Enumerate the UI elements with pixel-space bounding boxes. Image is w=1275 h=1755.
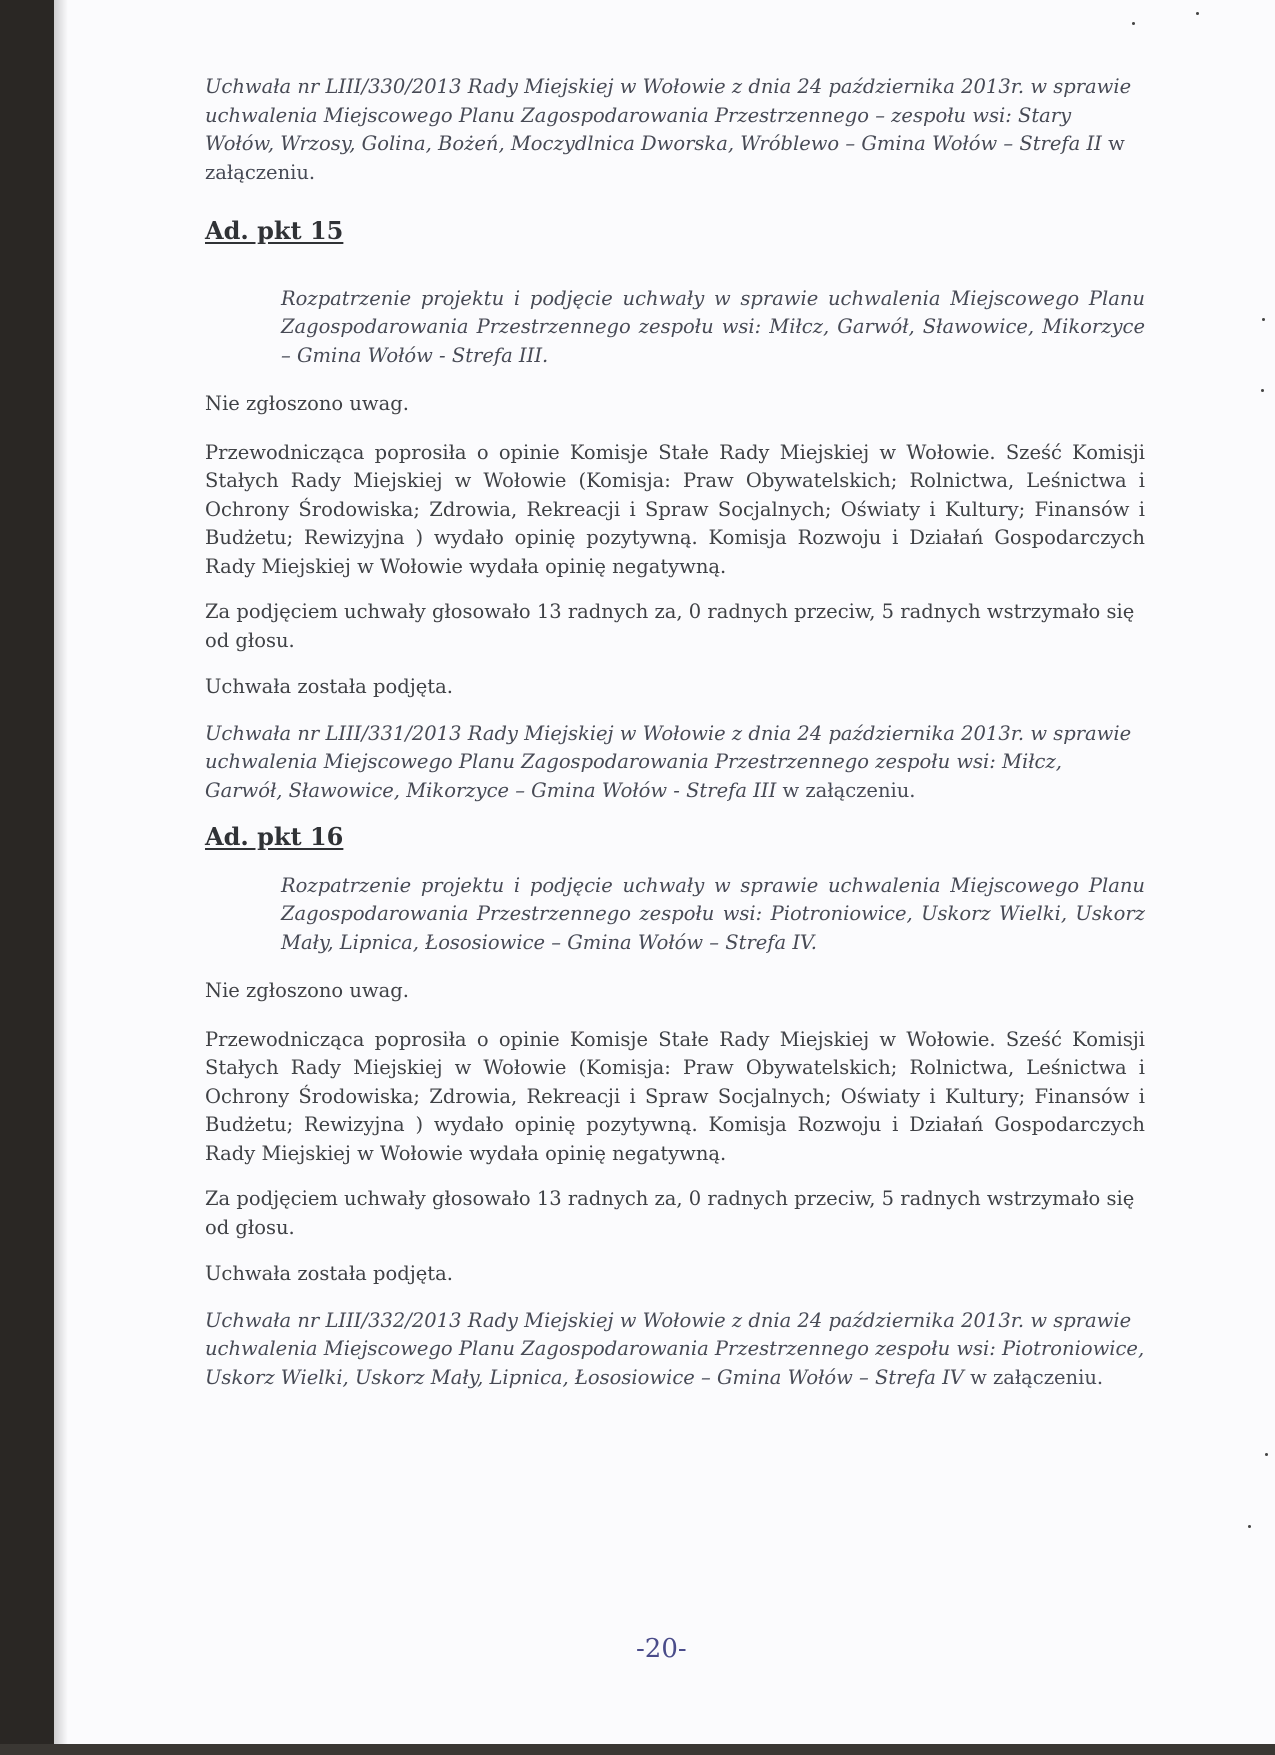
resolution-reference [205, 720, 1145, 806]
scan-speck [1262, 318, 1265, 321]
resolution-reference [205, 73, 1145, 187]
no-remarks: Nie zgłoszono uwag. [205, 979, 409, 1002]
resolution-suffix: w załączeniu. [776, 778, 916, 802]
committee-opinions: Przewodnicząca poprosiła o opinie Komisje Stałe Rady Miejskiej w Wołowie. Sześć Komisji Stałych Rady Miejskiej w Wołowie (Komisja: Praw Obywatelskich; Rolnictwa, Leśnictwa i Ochrony Środowiska; Zdrowia, Rekreacji i Spraw Socjalnych; Oświaty i Kultury; Finansów i Budżetu; Rewizyjna ) wydało opinię pozytywną. Komisja Rozwoju i Działań Gospodarczych Rady Miejskiej w Wołowie wydała opinię negatywną. [205, 1027, 1145, 1165]
resolution-reference-text: Uchwała nr LIII/330/2013 Rady Miejskiej w Wołowie z dnia 24 października 2013r. w sprawie uchwalenia Miejscowego Planu Zagospodarowania Przestrzennego – zespołu wsi: Stary Wołów, Wrzosy, Golina, Bożeń, Moczydlnica Dworska, Wróblewo – Gmina Wołów – Strefa II [205, 75, 1132, 155]
section-heading: Ad. pkt 15 [205, 216, 344, 245]
agenda-topic: Rozpatrzenie projektu i podjęcie uchwały w sprawie uchwalenia Miejscowego Planu Zagospodarowania Przestrzennego zespołu wsi: Piotroniowice, Uskorz Wielki, Uskorz Mały, Lipnica, Łososiowice – Gmina Wołów – Strefa IV. [281, 873, 1145, 954]
scan-speck [1261, 389, 1264, 392]
resolution-reference-text: Uchwała nr LIII/332/2013 Rady Miejskiej w Wołowie z dnia 24 października 2013r. w sprawie uchwalenia Miejscowego Planu Zagospodarowania Przestrzennego zespołu wsi: Piotroniowice, Uskorz Wielki, Uskorz Mały, Lipnica, Łososiowice – Gmina Wołów – Strefa IV [205, 1308, 1145, 1389]
vote-result: Za podjęciem uchwały głosowało 13 radnych za, 0 radnych przeciw, 5 radnych wstrzymało się od głosu. [205, 600, 1135, 652]
agenda-topic: Rozpatrzenie projektu i podjęcie uchwały w sprawie uchwalenia Miejscowego Planu Zagospodarowania Przestrzennego zespołu wsi: Miłcz, Garwół, Sławowice, Mikorzyce – Gmina Wołów - Strefa III. [281, 286, 1145, 367]
scan-speck [1248, 1525, 1251, 1528]
adoption-status: Uchwała została podjęta. [205, 1262, 453, 1285]
scan-speck [1132, 22, 1135, 25]
scan-speck [1265, 1453, 1268, 1456]
resolution-reference-text: Uchwała nr LIII/331/2013 Rady Miejskiej w Wołowie z dnia 24 października 2013r. w sprawie uchwalenia Miejscowego Planu Zagospodarowania Przestrzennego zespołu wsi: Miłcz, Garwół, Sławowice, Mikorzyce – Gmina Wołów - Strefa III [205, 721, 1132, 802]
scan-speck [1196, 12, 1199, 15]
adoption-status: Uchwała została podjęta. [205, 675, 453, 698]
resolution-suffix: w załączeniu. [205, 132, 1125, 184]
scanner-border [0, 1744, 1275, 1755]
vote-result: Za podjęciem uchwały głosowało 13 radnych za, 0 radnych przeciw, 5 radnych wstrzymało się od głosu. [205, 1187, 1135, 1239]
page-number: -20- [636, 1634, 687, 1664]
no-remarks: Nie zgłoszono uwag. [205, 392, 409, 415]
resolution-suffix: w załączeniu. [963, 1365, 1104, 1389]
section-heading: Ad. pkt 16 [205, 822, 344, 851]
committee-opinions: Przewodnicząca poprosiła o opinie Komisje Stałe Rady Miejskiej w Wołowie. Sześć Komisji Stałych Rady Miejskiej w Wołowie (Komisja: Praw Obywatelskich; Rolnictwa, Leśnictwa i Ochrony Środowiska; Zdrowia, Rekreacji i Spraw Socjalnych; Oświaty i Kultury; Finansów i Budżetu; Rewizyjna ) wydało opinię pozytywną. Komisja Rozwoju i Działań Gospodarczych Rady Miejskiej w Wołowie wydała opinię negatywną. [205, 440, 1145, 578]
resolution-reference [205, 1307, 1145, 1393]
document-body [205, 73, 1145, 1392]
binding-shadow [54, 0, 68, 1744]
